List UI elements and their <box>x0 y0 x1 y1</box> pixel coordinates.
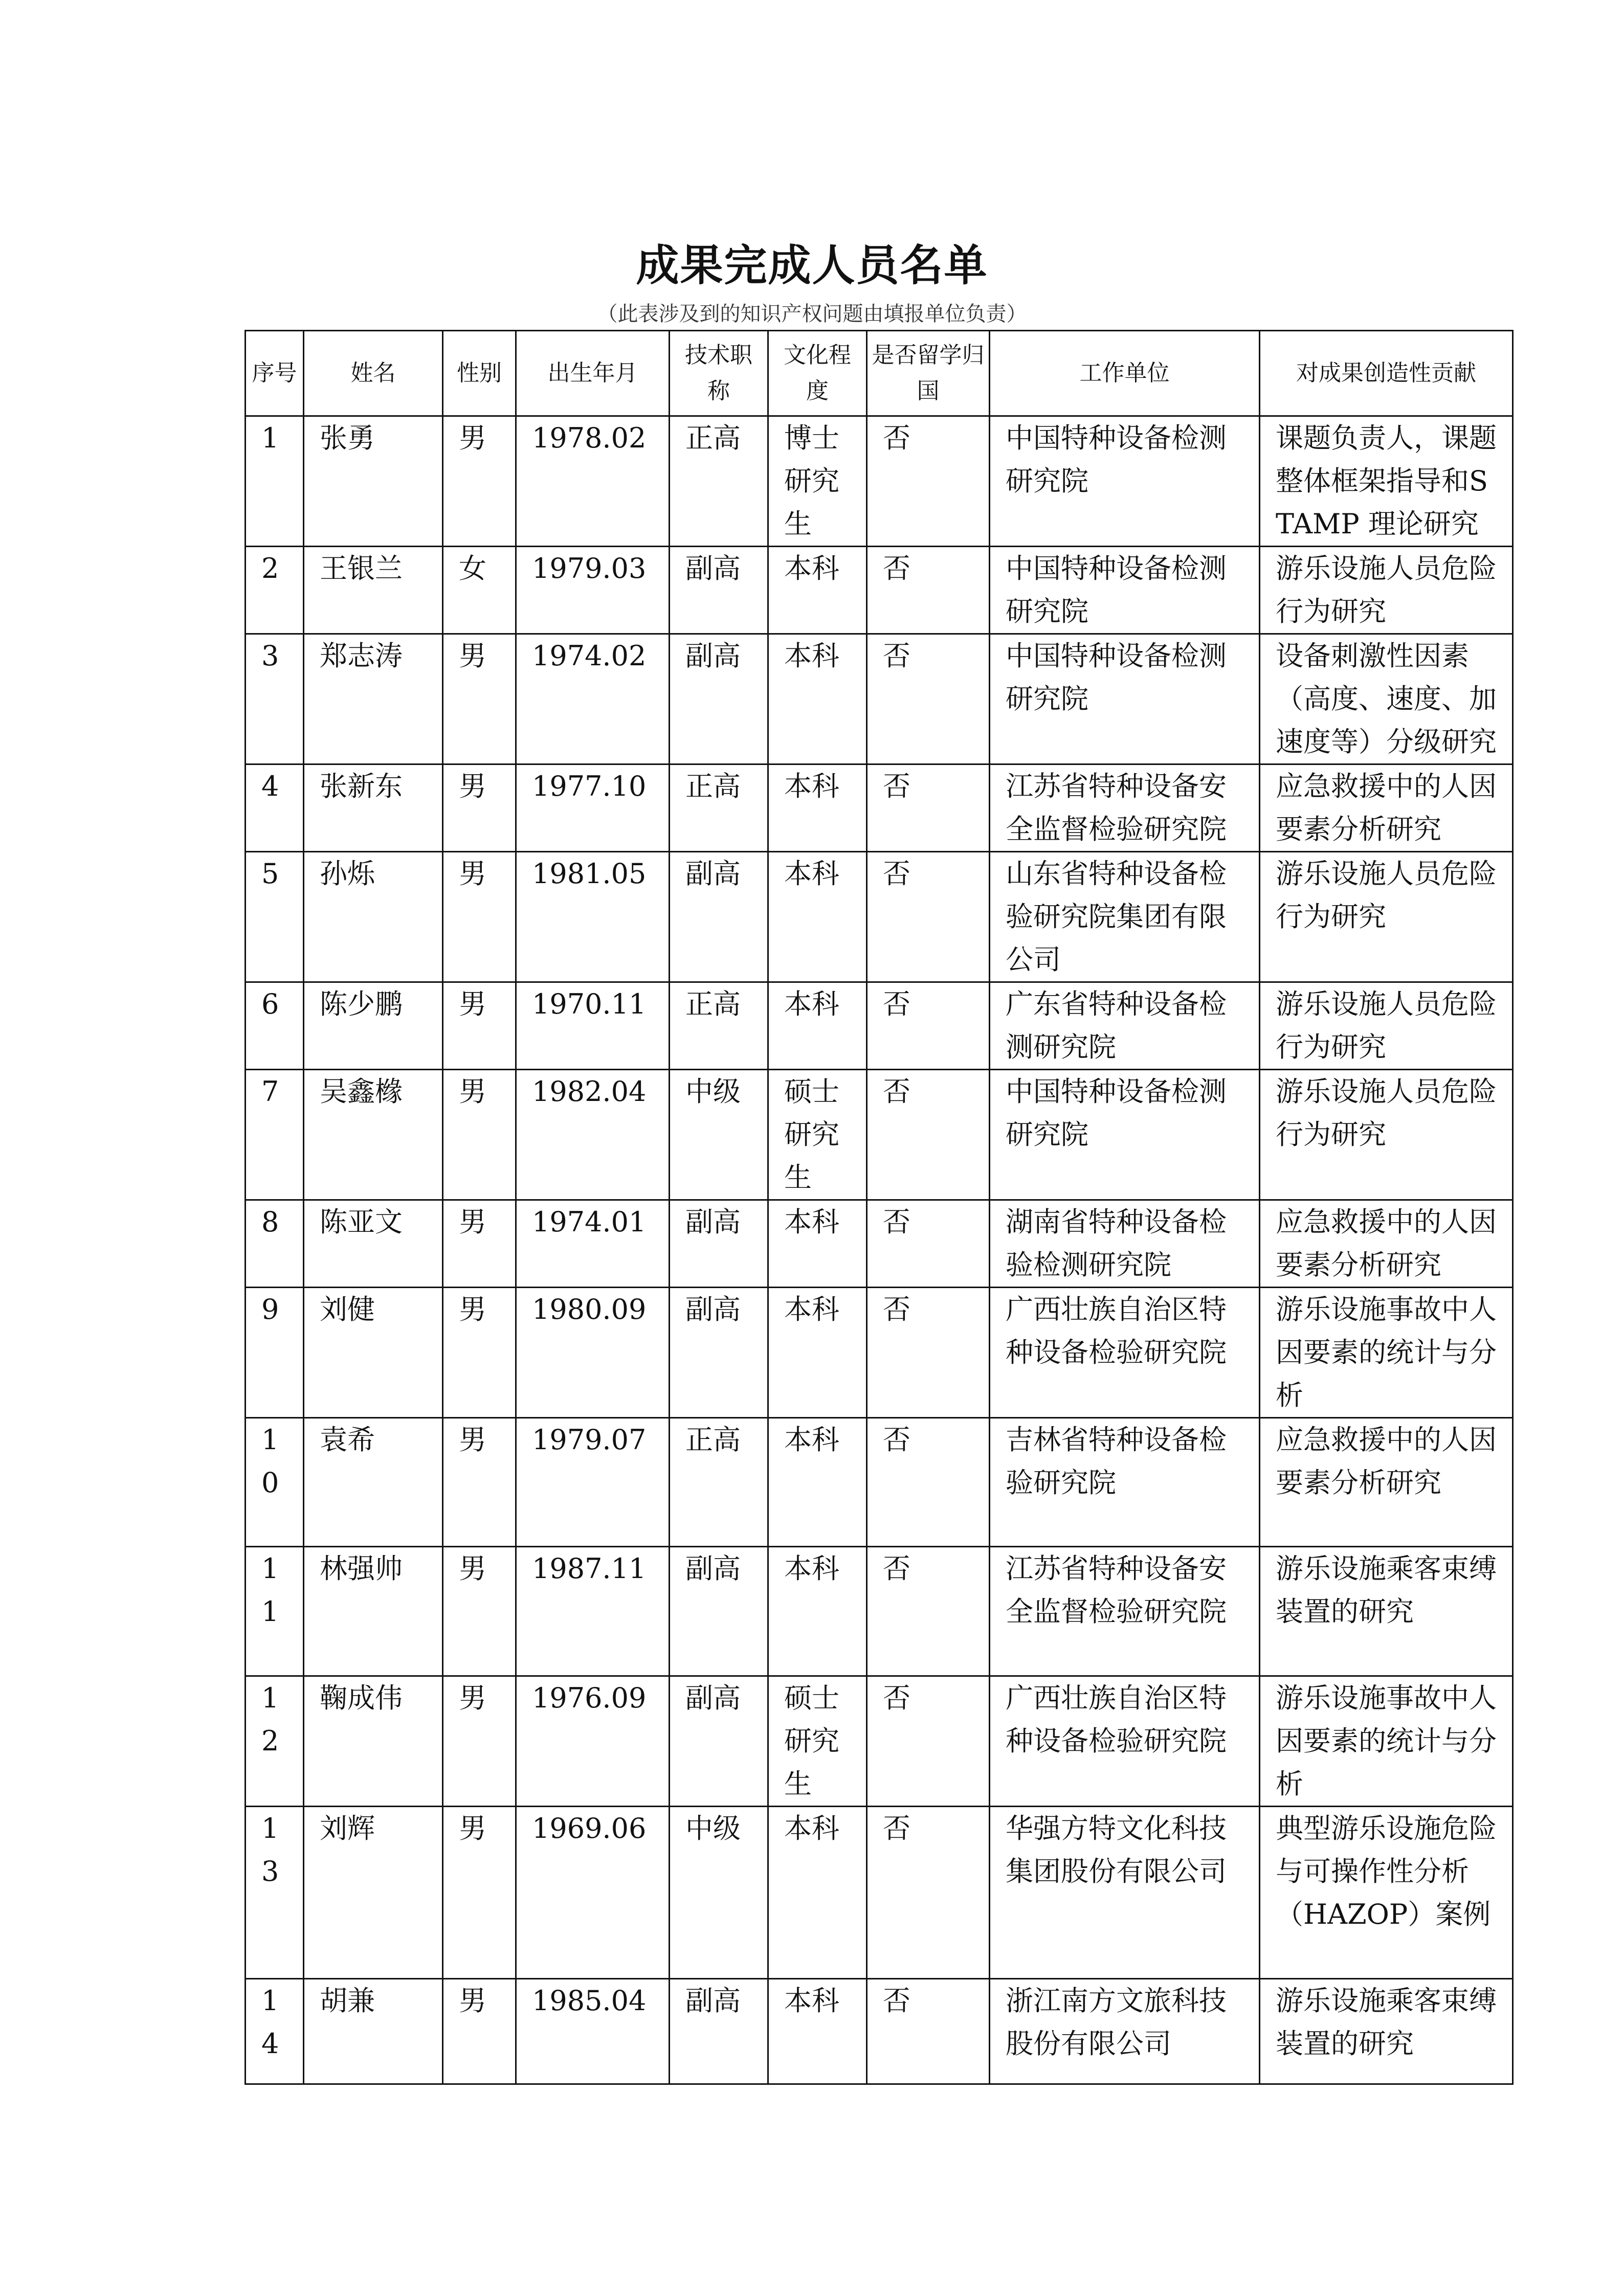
cell-contribution: 游乐设施乘客束缚装置的研究 <box>1260 1547 1513 1676</box>
cell-seq: 4 <box>246 764 304 852</box>
cell-birth: 1987.11 <box>516 1547 670 1676</box>
personnel-table <box>244 330 1514 2085</box>
cell-education: 本科 <box>768 547 867 634</box>
cell-abroad: 否 <box>867 634 990 764</box>
cell-contribution: 游乐设施人员危险行为研究 <box>1260 852 1513 982</box>
cell-title: 中级 <box>670 1070 768 1200</box>
cell-unit: 江苏省特种设备安全监督检验研究院 <box>990 1547 1260 1676</box>
cell-name: 刘辉 <box>304 1807 443 1979</box>
cell-seq: 3 <box>246 634 304 764</box>
cell-title: 正高 <box>670 764 768 852</box>
cell-unit: 浙江南方文旅科技股份有限公司 <box>990 1979 1260 2084</box>
cell-education: 本科 <box>768 982 867 1070</box>
cell-education: 本科 <box>768 634 867 764</box>
cell-title: 副高 <box>670 852 768 982</box>
table-row <box>246 547 1513 634</box>
cell-birth: 1979.07 <box>516 1418 670 1547</box>
table-row <box>246 1418 1513 1547</box>
cell-education: 硕士研究生 <box>768 1676 867 1807</box>
table-row <box>246 1676 1513 1807</box>
cell-contribution: 游乐设施乘客束缚装置的研究 <box>1260 1979 1513 2084</box>
cell-unit: 江苏省特种设备安全监督检验研究院 <box>990 764 1260 852</box>
cell-education: 本科 <box>768 1418 867 1547</box>
cell-gender: 男 <box>443 1200 516 1288</box>
cell-title: 副高 <box>670 1200 768 1288</box>
cell-name: 刘健 <box>304 1288 443 1418</box>
cell-abroad: 否 <box>867 1418 990 1547</box>
cell-birth: 1982.04 <box>516 1070 670 1200</box>
cell-education: 本科 <box>768 764 867 852</box>
table-row <box>246 634 1513 764</box>
cell-unit: 广东省特种设备检测研究院 <box>990 982 1260 1070</box>
cell-gender: 男 <box>443 764 516 852</box>
page-note: （此表涉及到的知识产权问题由填报单位负责） <box>597 302 1027 326</box>
cell-education: 硕士研究生 <box>768 1070 867 1200</box>
cell-seq: 7 <box>246 1070 304 1200</box>
header-unit: 工作单位 <box>990 331 1260 416</box>
cell-gender: 男 <box>443 1676 516 1807</box>
cell-contribution: 应急救援中的人因要素分析研究 <box>1260 764 1513 852</box>
cell-education: 本科 <box>768 1979 867 2084</box>
cell-seq: 2 <box>246 547 304 634</box>
cell-gender: 男 <box>443 982 516 1070</box>
cell-gender: 男 <box>443 852 516 982</box>
table-row <box>246 852 1513 982</box>
cell-gender: 男 <box>443 1547 516 1676</box>
cell-name: 郑志涛 <box>304 634 443 764</box>
cell-seq: 9 <box>246 1288 304 1418</box>
cell-abroad: 否 <box>867 1070 990 1200</box>
cell-abroad: 否 <box>867 1979 990 2084</box>
cell-unit: 广西壮族自治区特种设备检验研究院 <box>990 1676 1260 1807</box>
cell-gender: 男 <box>443 634 516 764</box>
cell-birth: 1981.05 <box>516 852 670 982</box>
header-education: 文化程度 <box>768 331 867 416</box>
cell-abroad: 否 <box>867 547 990 634</box>
table-row <box>246 1979 1513 2084</box>
cell-unit: 吉林省特种设备检验研究院 <box>990 1418 1260 1547</box>
cell-gender: 男 <box>443 1979 516 2084</box>
cell-title: 副高 <box>670 1288 768 1418</box>
header-name: 姓名 <box>304 331 443 416</box>
cell-birth: 1979.03 <box>516 547 670 634</box>
cell-contribution: 课题负责人，课题整体框架指导和STAMP 理论研究 <box>1260 416 1513 547</box>
cell-education: 本科 <box>768 1200 867 1288</box>
table-row <box>246 764 1513 852</box>
cell-gender: 男 <box>443 416 516 547</box>
cell-abroad: 否 <box>867 1288 990 1418</box>
cell-seq: 10 <box>246 1418 304 1547</box>
header-abroad: 是否留学归国 <box>867 331 990 416</box>
cell-education: 博士研究生 <box>768 416 867 547</box>
cell-abroad: 否 <box>867 1807 990 1979</box>
cell-name: 袁希 <box>304 1418 443 1547</box>
cell-seq: 13 <box>246 1807 304 1979</box>
cell-gender: 男 <box>443 1418 516 1547</box>
cell-contribution: 游乐设施人员危险行为研究 <box>1260 1070 1513 1200</box>
cell-abroad: 否 <box>867 764 990 852</box>
table-row <box>246 982 1513 1070</box>
cell-unit: 山东省特种设备检验研究院集团有限公司 <box>990 852 1260 982</box>
cell-name: 林强帅 <box>304 1547 443 1676</box>
cell-unit: 广西壮族自治区特种设备检验研究院 <box>990 1288 1260 1418</box>
cell-abroad: 否 <box>867 1200 990 1288</box>
cell-contribution: 游乐设施人员危险行为研究 <box>1260 547 1513 634</box>
cell-birth: 1977.10 <box>516 764 670 852</box>
cell-name: 鞠成伟 <box>304 1676 443 1807</box>
cell-title: 正高 <box>670 416 768 547</box>
cell-gender: 男 <box>443 1070 516 1200</box>
table-row <box>246 1288 1513 1418</box>
cell-birth: 1970.11 <box>516 982 670 1070</box>
cell-education: 本科 <box>768 1288 867 1418</box>
cell-title: 副高 <box>670 1979 768 2084</box>
cell-seq: 5 <box>246 852 304 982</box>
cell-gender: 女 <box>443 547 516 634</box>
cell-gender: 男 <box>443 1288 516 1418</box>
cell-title: 副高 <box>670 1547 768 1676</box>
cell-name: 吴鑫橼 <box>304 1070 443 1200</box>
cell-abroad: 否 <box>867 1547 990 1676</box>
cell-name: 陈少鹏 <box>304 982 443 1070</box>
cell-seq: 1 <box>246 416 304 547</box>
table-row <box>246 1070 1513 1200</box>
cell-abroad: 否 <box>867 1676 990 1807</box>
cell-title: 中级 <box>670 1807 768 1979</box>
cell-abroad: 否 <box>867 416 990 547</box>
table-row <box>246 1807 1513 1979</box>
cell-unit: 中国特种设备检测研究院 <box>990 547 1260 634</box>
cell-name: 王银兰 <box>304 547 443 634</box>
cell-education: 本科 <box>768 1807 867 1979</box>
cell-education: 本科 <box>768 1547 867 1676</box>
cell-seq: 11 <box>246 1547 304 1676</box>
cell-contribution: 设备刺激性因素（高度、速度、加速度等）分级研究 <box>1260 634 1513 764</box>
cell-name: 陈亚文 <box>304 1200 443 1288</box>
cell-title: 副高 <box>670 1676 768 1807</box>
cell-seq: 14 <box>246 1979 304 2084</box>
header-birth: 出生年月 <box>516 331 670 416</box>
cell-title: 副高 <box>670 547 768 634</box>
header-contribution: 对成果创造性贡献 <box>1260 331 1513 416</box>
cell-seq: 12 <box>246 1676 304 1807</box>
cell-birth: 1976.09 <box>516 1676 670 1807</box>
cell-name: 张新东 <box>304 764 443 852</box>
cell-seq: 8 <box>246 1200 304 1288</box>
cell-unit: 中国特种设备检测研究院 <box>990 1070 1260 1200</box>
table-row <box>246 416 1513 547</box>
cell-unit: 中国特种设备检测研究院 <box>990 634 1260 764</box>
cell-contribution: 游乐设施事故中人因要素的统计与分析 <box>1260 1288 1513 1418</box>
cell-name: 胡兼 <box>304 1979 443 2084</box>
cell-contribution: 典型游乐设施危险与可操作性分析（HAZOP）案例 <box>1260 1807 1513 1979</box>
table-row <box>246 1547 1513 1676</box>
cell-title: 副高 <box>670 634 768 764</box>
cell-birth: 1974.01 <box>516 1200 670 1288</box>
cell-contribution: 应急救援中的人因要素分析研究 <box>1260 1418 1513 1547</box>
cell-birth: 1985.04 <box>516 1979 670 2084</box>
cell-unit: 中国特种设备检测研究院 <box>990 416 1260 547</box>
cell-abroad: 否 <box>867 852 990 982</box>
cell-name: 张勇 <box>304 416 443 547</box>
cell-education: 本科 <box>768 852 867 982</box>
cell-unit: 华强方特文化科技集团股份有限公司 <box>990 1807 1260 1979</box>
table-row <box>246 1200 1513 1288</box>
cell-birth: 1969.06 <box>516 1807 670 1979</box>
header-title: 技术职称 <box>670 331 768 416</box>
cell-unit: 湖南省特种设备检验检测研究院 <box>990 1200 1260 1288</box>
cell-birth: 1980.09 <box>516 1288 670 1418</box>
cell-contribution: 游乐设施人员危险行为研究 <box>1260 982 1513 1070</box>
cell-birth: 1978.02 <box>516 416 670 547</box>
cell-birth: 1974.02 <box>516 634 670 764</box>
cell-abroad: 否 <box>867 982 990 1070</box>
header-seq: 序号 <box>246 331 304 416</box>
cell-title: 正高 <box>670 982 768 1070</box>
header-gender: 性别 <box>443 331 516 416</box>
cell-contribution: 应急救援中的人因要素分析研究 <box>1260 1200 1513 1288</box>
table-header-row <box>246 331 1513 416</box>
cell-gender: 男 <box>443 1807 516 1979</box>
cell-contribution: 游乐设施事故中人因要素的统计与分析 <box>1260 1676 1513 1807</box>
cell-title: 正高 <box>670 1418 768 1547</box>
cell-seq: 6 <box>246 982 304 1070</box>
page-title: 成果完成人员名单 <box>636 240 988 290</box>
cell-name: 孙烁 <box>304 852 443 982</box>
